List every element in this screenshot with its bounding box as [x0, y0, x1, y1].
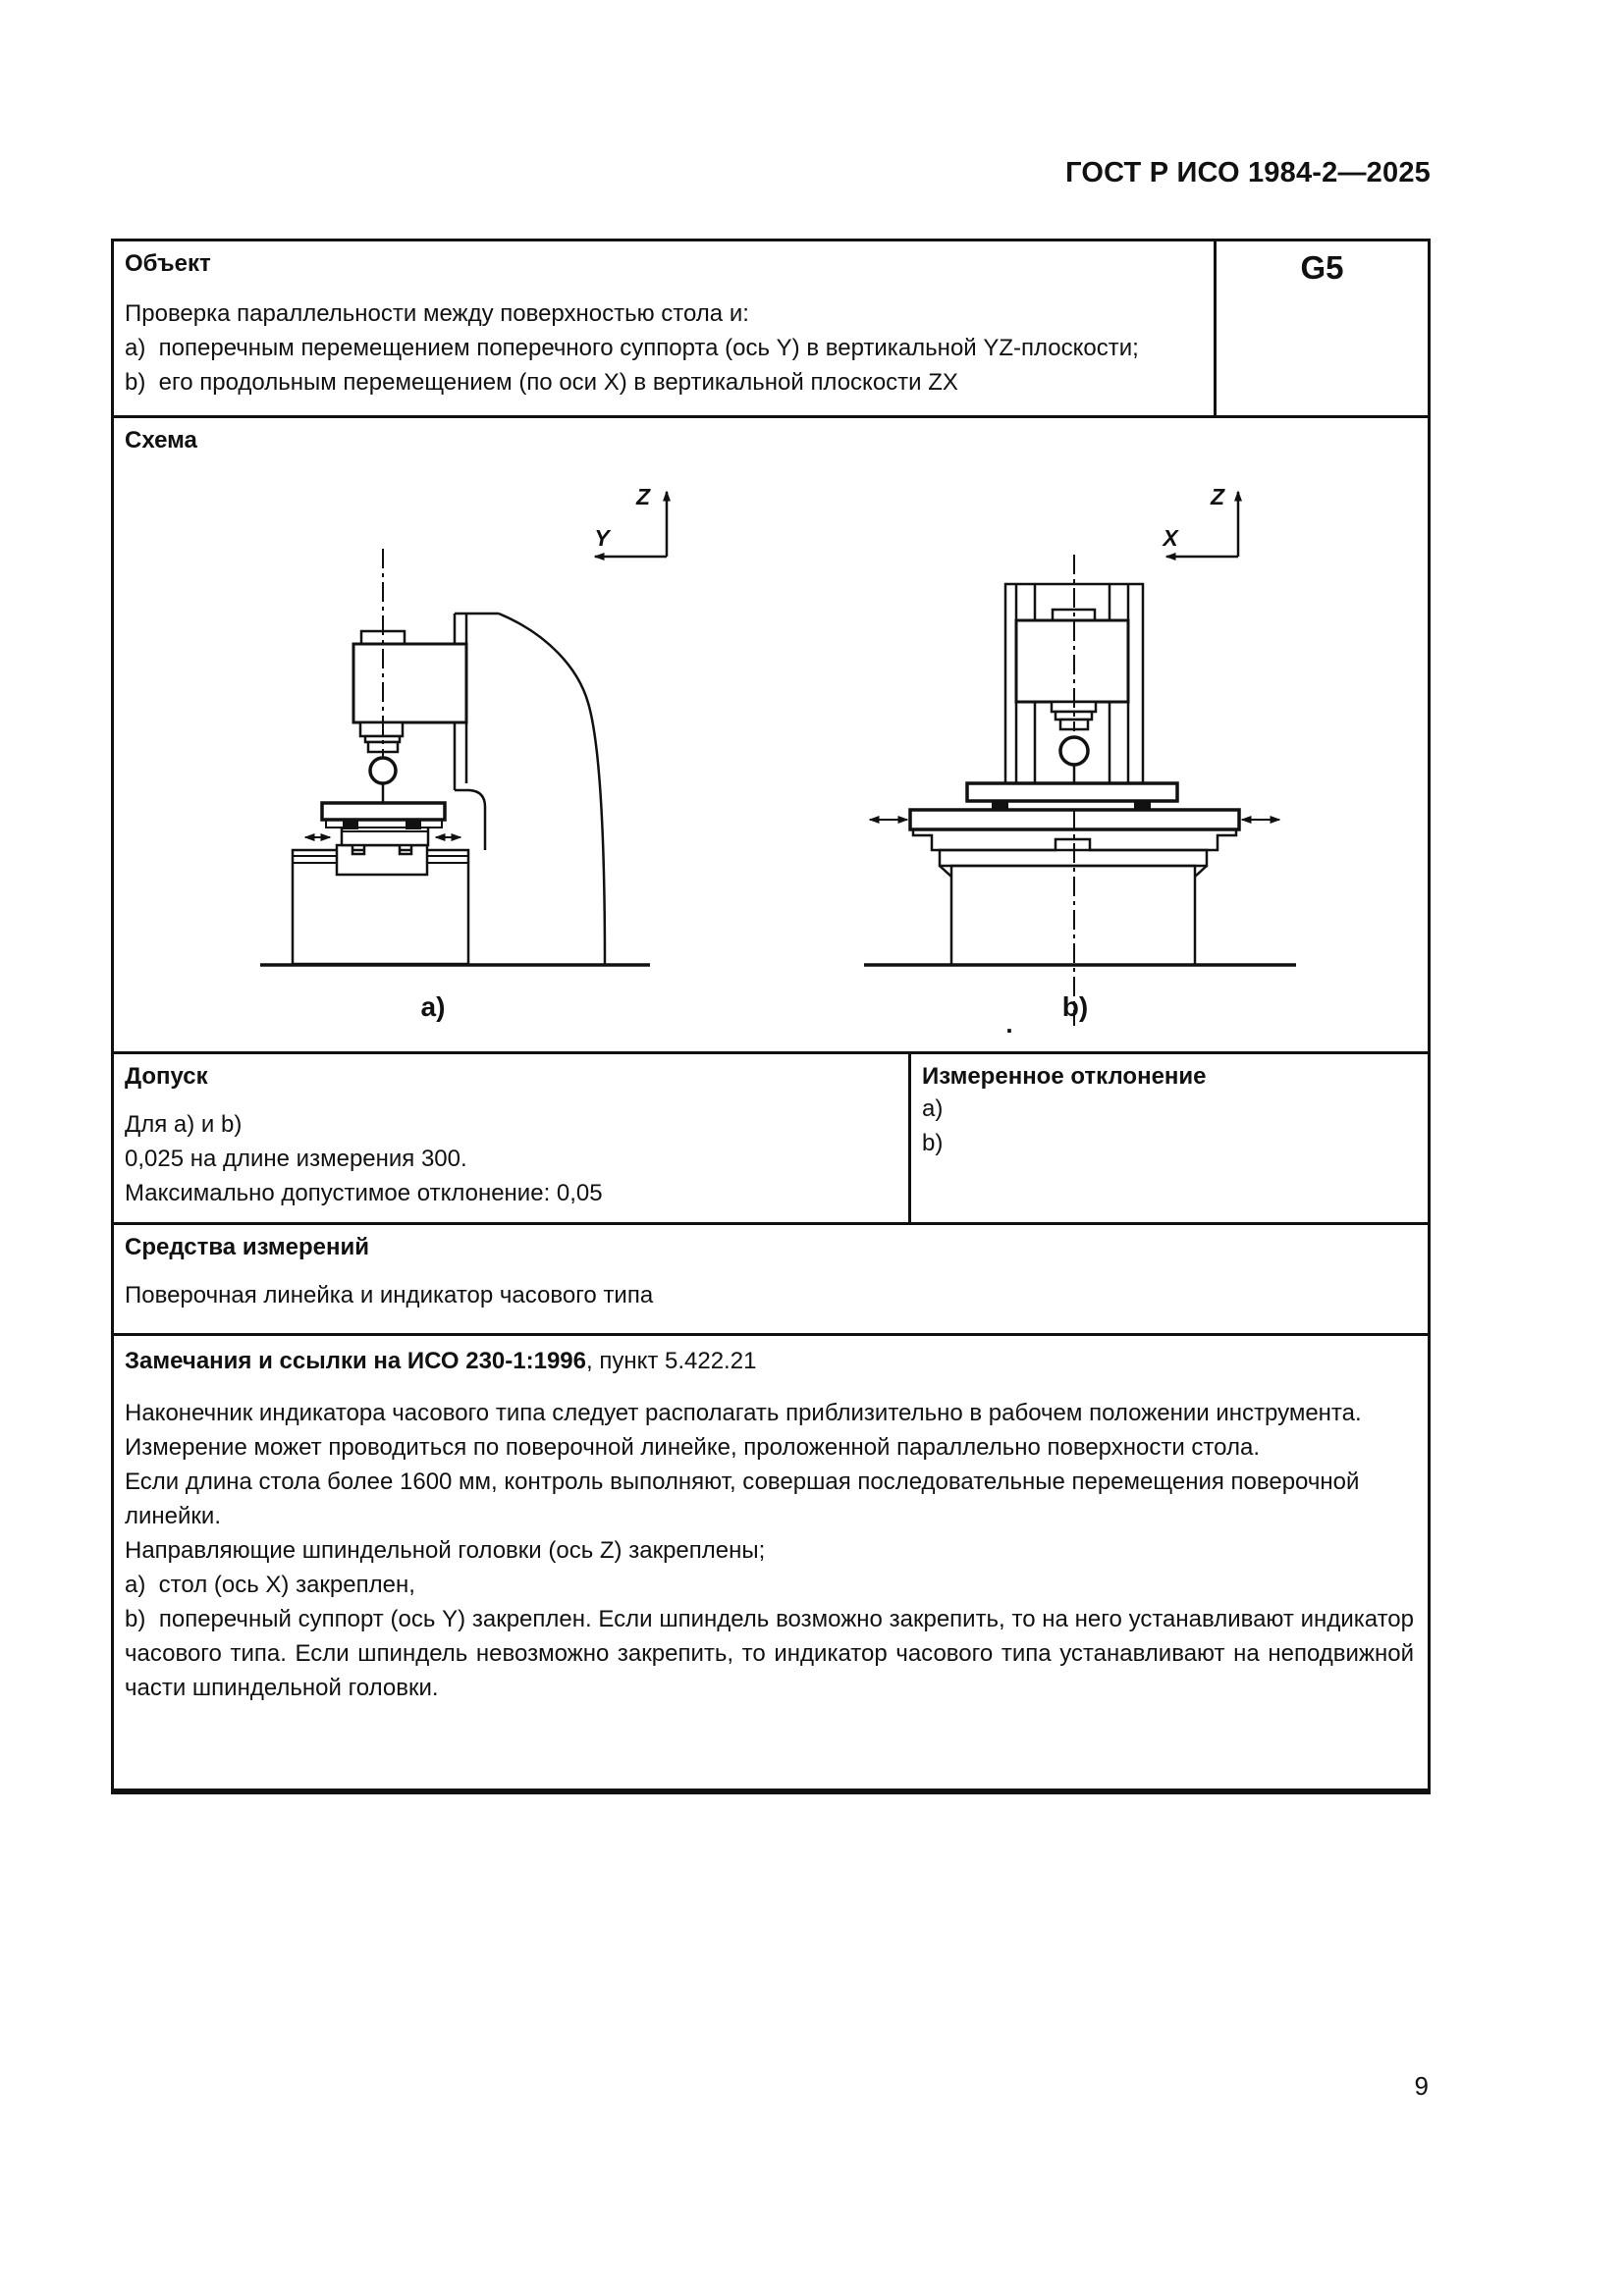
- standard-reference: ГОСТ Р ИСО 1984-2—2025: [1065, 157, 1431, 188]
- y-axis-label: Y: [594, 525, 610, 551]
- tolerance-title: Допуск: [125, 1063, 208, 1090]
- object-cell: [114, 241, 1214, 415]
- object-item-b: b) его продольным перемещением (по оси X) в вертикальной плоскости ZX: [125, 369, 958, 396]
- measured-deviation-title: Измеренное отклонение: [922, 1063, 1207, 1090]
- z-axis-label-b: Z: [1210, 484, 1225, 509]
- test-chart-table: [111, 239, 1431, 1794]
- spindle-nose-1: [360, 722, 403, 736]
- object-row: [114, 241, 1428, 418]
- instruments-title: Средства измерений: [125, 1234, 370, 1260]
- dial-indicator: [370, 758, 396, 783]
- note-paragraph: Если длина стола более 1600 мм, контроль выполняют, совершая последовательные перемещения поверочной линейки.: [125, 1468, 1360, 1529]
- schema-diagrams: [114, 418, 1428, 1051]
- saddle-dovetail: [337, 845, 427, 875]
- tolerance-line: Для a) и b): [125, 1111, 243, 1138]
- diagram-a: [260, 484, 667, 1022]
- spindle-head: [353, 644, 466, 722]
- tolerance-cell: [114, 1054, 911, 1222]
- machine-column-side: [455, 614, 605, 964]
- notes-heading-rest: , пункт 5.422.21: [585, 1348, 757, 1374]
- figure-label-a: a): [420, 991, 446, 1022]
- note-paragraph: Наконечник индикатора часового типа следует располагать приблизительно в рабочем положении инструмента.: [125, 1400, 1362, 1426]
- note-paragraph: Измерение может проводиться по поверочной линейке, проложенной параллельно поверхности стола.: [125, 1434, 1260, 1461]
- note-paragraph: Направляющие шпиндельной головки (ось Z) закреплены;: [125, 1537, 766, 1564]
- spindle-head-b: [1016, 620, 1128, 702]
- note-paragraph: a) стол (ось X) закреплен,: [125, 1572, 415, 1598]
- measured-line-b: b): [922, 1130, 944, 1156]
- saddle-plate: [967, 783, 1177, 801]
- work-table-side: [322, 803, 445, 820]
- object-intro: Проверка параллельности между поверхностью стола и:: [125, 300, 749, 327]
- instruments-row: [114, 1225, 1428, 1336]
- stray-dot: .: [1005, 1009, 1013, 1039]
- notes-heading: [125, 1344, 1414, 1378]
- x-axis-label: X: [1163, 525, 1178, 551]
- object-item-a: a) поперечным перемещением поперечного суппорта (ось Y) в вертикальной YZ-плоскости;: [125, 335, 1139, 361]
- tolerance-row: [114, 1054, 1428, 1225]
- tolerance-line: Максимально допустимое отклонение: 0,05: [125, 1180, 603, 1206]
- notes-heading-bold: Замечания и ссылки на ИСО 230-1:1996: [125, 1348, 586, 1374]
- measured-line-a: a): [922, 1095, 944, 1122]
- z-axis-label-a: Z: [635, 484, 651, 509]
- measured-deviation-cell: [911, 1054, 1428, 1222]
- page-number: 9: [1414, 2071, 1429, 2101]
- object-title: Объект: [125, 250, 211, 277]
- notes-row: [114, 1336, 1428, 1789]
- dial-indicator-b: [1060, 737, 1088, 765]
- note-paragraph: b) поперечный суппорт (ось Y) закреплен. Если шпиндель возможно закрепить, то на него устанавливают индикатор часового типа. Если шпиндель невозможно закрепить, то индикатор часового типа устанавливают на неподвижной части шпиндельной головки.: [125, 1606, 1414, 1701]
- figure-label-b: b): [1061, 991, 1089, 1022]
- tolerance-line: 0,025 на длине измерения 300.: [125, 1146, 467, 1172]
- test-code-cell: G5: [1214, 241, 1428, 415]
- instruments-text: Поверочная линейка и индикатор часового типа: [125, 1282, 654, 1308]
- schema-row: [114, 418, 1428, 1054]
- diagram-b: [864, 484, 1296, 1039]
- schema-title: Схема: [125, 427, 197, 454]
